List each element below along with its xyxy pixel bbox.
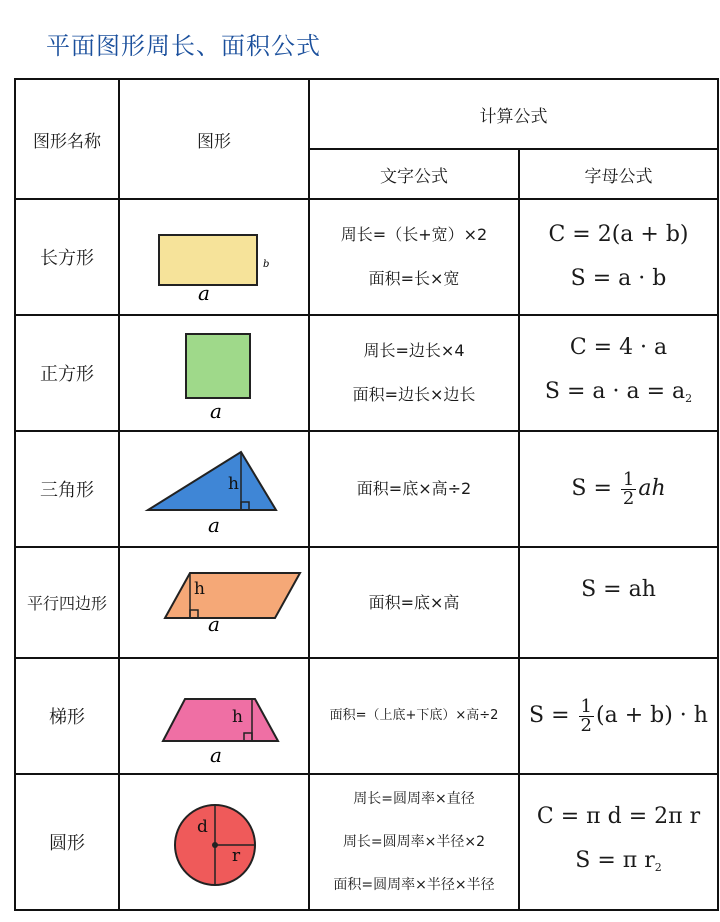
text-formula-line: 面积=边长×边长 [352,385,476,404]
shape-name: 圆形 [15,774,119,910]
square-figure [120,316,310,426]
letter-formula-line [520,839,717,890]
text-formula-line: 周长=（长+宽）×2 [340,225,488,244]
letter-formula-line: C = π d = 2π r [536,803,701,829]
shape-figure [119,199,309,315]
letter-formula-cell [519,315,718,431]
table-row [15,315,718,431]
circle-figure [120,775,310,905]
label-d: d [197,817,208,837]
letter-formula-cell [519,774,718,910]
table-row [15,199,718,315]
parallelogram-figure [120,548,310,653]
fraction-denominator: 2 [622,487,635,509]
letter-formula-rhs: (a + b) · h [596,703,708,728]
letter-formula-line: S = ah [581,577,656,602]
text-formula-line: 周长=圆周率×半径×2 [342,833,486,850]
letter-formula-main: S = π r [575,847,655,873]
shape-figure [119,658,309,774]
text-formula-cell [309,315,519,431]
letter-formula-lhs: S = [571,476,612,501]
text-formula-line: 面积=（上底+下底）×高÷2 [329,708,499,723]
header-text-formula: 文字公式 [309,149,519,199]
letter-formula-main: S = a · a = a [544,378,686,404]
fraction-numerator: 1 [580,695,592,717]
letter-formula-subscript: 2 [685,391,693,405]
label-a: a [208,513,220,537]
fraction-numerator: 1 [622,468,635,490]
center-point [212,842,218,848]
letter-formula-cell [519,199,718,315]
letter-formula-line: S = a · b [570,266,667,291]
page-title: 平面图形周长、面积公式 [46,32,321,60]
label-a: a [210,743,222,767]
trapezoid-figure [120,659,310,769]
text-formula-line: 面积=圆周率×半径×半径 [333,876,495,893]
formula-table [14,78,719,911]
shape-name: 正方形 [15,315,119,431]
label-a: a [210,399,222,423]
text-formula-line: 面积=底×高 [368,592,460,612]
label-h: h [194,579,205,599]
letter-formula-subscript: 2 [654,860,662,874]
header-shape: 图形 [119,79,309,199]
text-formula-cell [309,199,519,315]
text-formula-cell [309,658,519,774]
shape-name: 平行四边形 [15,547,119,658]
header-letter-formula: 字母公式 [519,149,718,199]
parallelogram-shape [165,573,300,618]
label-a: a [198,281,210,305]
text-formula-line: 周长=圆周率×直径 [353,790,475,807]
text-formula-line: 面积=长×宽 [368,269,460,288]
letter-formula-lhs: S = [529,703,570,728]
text-formula-line: 面积=底×高÷2 [356,479,472,498]
text-formula-cell [309,547,519,658]
letter-formula-cell [519,547,718,658]
letter-formula-cell [519,658,718,774]
table-row [15,774,718,910]
header-formula-group: 计算公式 [309,79,718,149]
table-row [15,431,718,547]
label-h: h [232,707,243,727]
label-r: r [232,846,241,866]
triangle-figure [120,432,310,542]
letter-formula-cell [519,431,718,547]
text-formula-cell [309,431,519,547]
shape-figure [119,774,309,910]
text-formula-line: 周长=边长×4 [363,341,465,360]
label-b: b [263,259,270,270]
trapezoid-shape [163,699,278,741]
fraction-denominator: 2 [580,714,592,736]
shape-name: 梯形 [15,658,119,774]
shape-figure [119,315,309,431]
label-h: h [228,474,239,494]
letter-formula-rhs: ah [638,476,666,501]
shape-name: 长方形 [15,199,119,315]
label-a: a [208,612,220,636]
square-shape [186,334,250,398]
rectangle-figure [120,200,310,310]
letter-formula-line: C = 4 · a [569,334,668,360]
shape-name: 三角形 [15,431,119,547]
table-row [15,547,718,658]
shape-figure [119,431,309,547]
rectangle-shape [159,235,257,285]
letter-formula-line: C = 2(a + b) [548,222,689,247]
fraction [621,468,636,509]
header-shape-name: 图形名称 [15,79,119,199]
text-formula-cell [309,774,519,910]
letter-formula-line [520,370,717,421]
fraction [579,695,594,736]
triangle-shape [148,452,276,510]
table-row [15,658,718,774]
shape-figure [119,547,309,658]
